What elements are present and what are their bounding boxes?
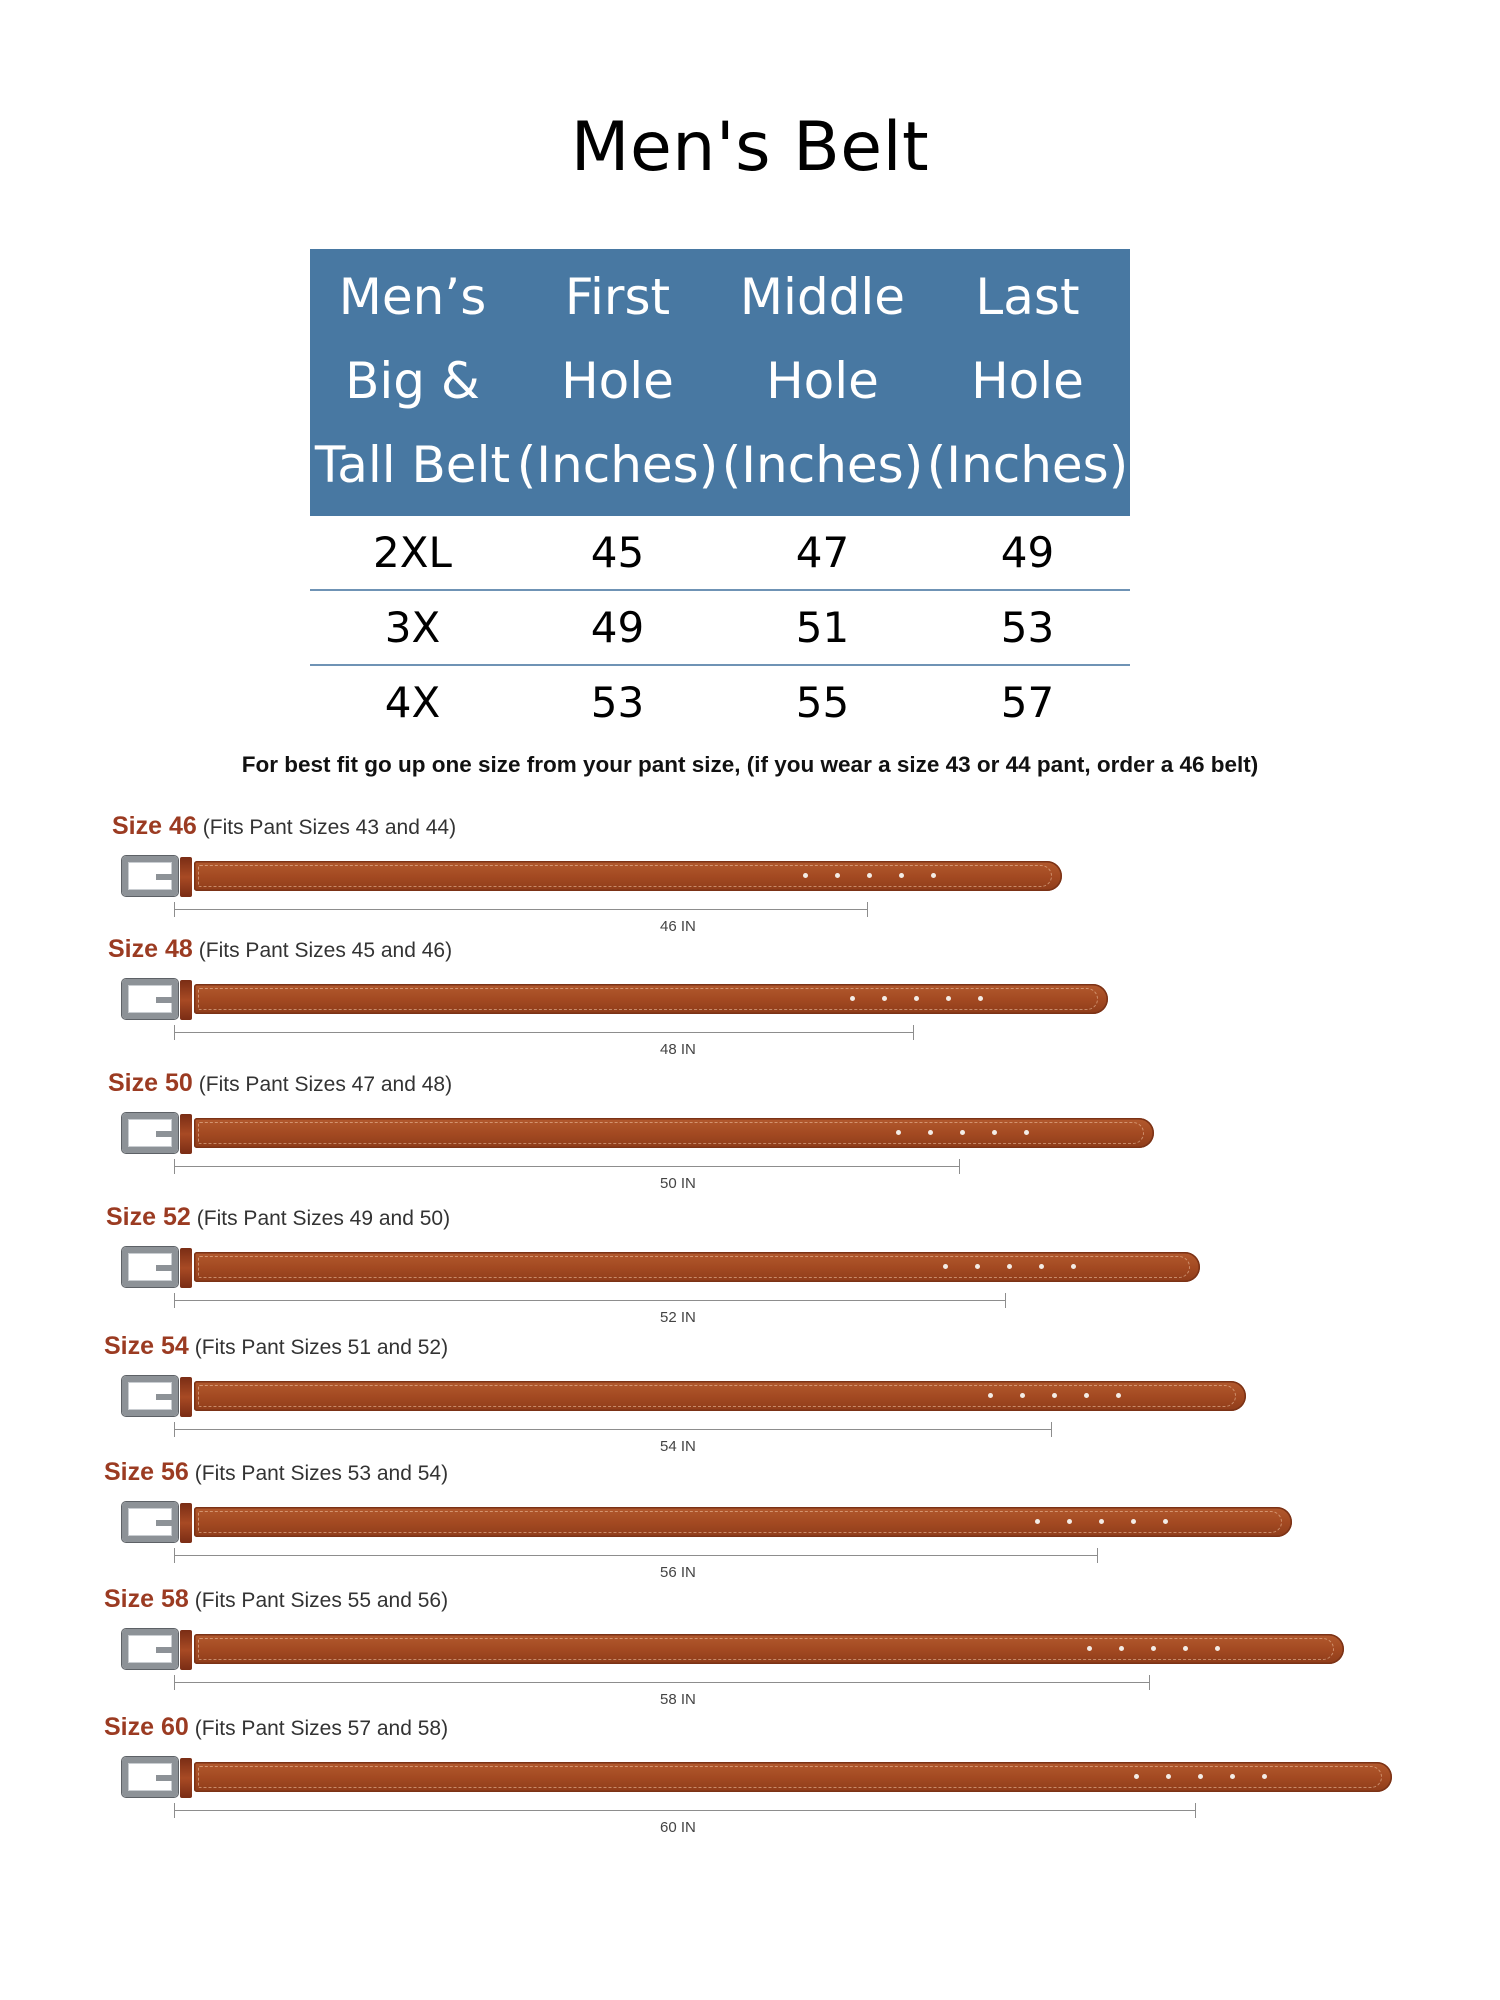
header-first-hole: First Hole (Inches) — [515, 249, 720, 515]
belt-caption — [106, 1203, 450, 1232]
belt-size-item — [0, 1458, 1500, 1586]
belt-hole — [899, 873, 904, 878]
header-size: Men’s Big & Tall Belt — [310, 249, 515, 515]
header-middle-hole: Middle Hole (Inches) — [720, 249, 925, 515]
belt-caption — [104, 1458, 448, 1487]
belt-buckle-icon — [122, 856, 178, 896]
belt-hole — [1071, 1264, 1076, 1269]
measurement-label: 56 IN — [660, 1564, 696, 1581]
belt-strap — [194, 1118, 1154, 1148]
belt-keeper — [180, 857, 192, 897]
belt-caption — [108, 935, 452, 964]
belt-hole — [1067, 1519, 1072, 1524]
belt-strap — [194, 1634, 1344, 1664]
belt-hole — [946, 996, 951, 1001]
measurement-label: 60 IN — [660, 1819, 696, 1836]
table-cell: 2XL — [310, 515, 515, 591]
measurement-label: 46 IN — [660, 918, 696, 935]
measurement-line — [174, 1032, 914, 1033]
measurement-line — [174, 1429, 1052, 1430]
belt-hole — [1215, 1646, 1220, 1651]
belt-hole — [914, 996, 919, 1001]
table-cell: 45 — [515, 515, 720, 591]
belt-keeper — [180, 980, 192, 1020]
measurement-line — [174, 1300, 1006, 1301]
belt-size-label: Size 58 — [104, 1585, 189, 1613]
belt-fits-label: (Fits Pant Sizes 47 and 48) — [198, 1073, 453, 1096]
table-cell: 49 — [925, 515, 1130, 591]
belt-size-label: Size 56 — [104, 1458, 189, 1486]
table-header-row — [310, 249, 1130, 515]
belt-hole — [1116, 1393, 1121, 1398]
belt-hole — [978, 996, 983, 1001]
belt-size-item — [0, 1203, 1500, 1331]
belt-caption — [112, 812, 456, 841]
belt-size-item — [0, 1585, 1500, 1713]
fit-note: For best fit go up one size from your pant size, (if you wear a size 43 or 44 pant, order a 46 belt) — [241, 752, 1259, 777]
belt-hole — [1024, 1130, 1029, 1135]
belt-size-item — [0, 1713, 1500, 1841]
belt-strap — [194, 1762, 1392, 1792]
belt-hole — [960, 1130, 965, 1135]
measurement-label: 58 IN — [660, 1691, 696, 1708]
belt-fits-label: (Fits Pant Sizes 55 and 56) — [194, 1589, 449, 1612]
belt-hole — [803, 873, 808, 878]
belt-hole — [1163, 1519, 1168, 1524]
table-cell: 51 — [720, 590, 925, 665]
belt-hole — [1020, 1393, 1025, 1398]
table-cell: 57 — [925, 665, 1130, 739]
measurement-line — [174, 1682, 1150, 1683]
belt-hole — [943, 1264, 948, 1269]
belt-buckle-icon — [122, 979, 178, 1019]
measurement-line — [174, 1810, 1196, 1811]
belt-fits-label: (Fits Pant Sizes 43 and 44) — [202, 816, 457, 839]
belt-fits-label: (Fits Pant Sizes 53 and 54) — [194, 1462, 449, 1485]
belt-hole — [1131, 1519, 1136, 1524]
table-cell: 47 — [720, 515, 925, 591]
belt-hole — [1230, 1774, 1235, 1779]
measurement-label: 54 IN — [660, 1438, 696, 1455]
belt-size-label: Size 46 — [112, 812, 197, 840]
belt-hole — [1134, 1774, 1139, 1779]
belt-fits-label: (Fits Pant Sizes 57 and 58) — [194, 1717, 449, 1740]
belt-hole — [1198, 1774, 1203, 1779]
belt-size-label: Size 48 — [108, 935, 193, 963]
page-title: Men's Belt — [570, 108, 930, 187]
measurement-label: 50 IN — [660, 1175, 696, 1192]
belt-fits-label: (Fits Pant Sizes 51 and 52) — [194, 1336, 449, 1359]
measurement-line — [174, 909, 868, 910]
belt-buckle-icon — [122, 1502, 178, 1542]
belt-hole — [850, 996, 855, 1001]
belt-hole — [867, 873, 872, 878]
belt-keeper — [180, 1503, 192, 1543]
belt-hole — [1052, 1393, 1057, 1398]
belt-size-label: Size 50 — [108, 1069, 193, 1097]
belt-size-item — [0, 1332, 1500, 1460]
belt-caption — [104, 1713, 448, 1742]
table-cell: 3X — [310, 590, 515, 665]
belt-hole — [992, 1130, 997, 1135]
belt-caption — [104, 1585, 448, 1614]
belt-hole — [1039, 1264, 1044, 1269]
belt-caption — [104, 1332, 448, 1361]
belt-hole — [1183, 1646, 1188, 1651]
belt-size-item — [0, 1069, 1500, 1197]
belt-hole — [1166, 1774, 1171, 1779]
belt-strap — [194, 1381, 1246, 1411]
belt-hole — [835, 873, 840, 878]
belt-hole — [1119, 1646, 1124, 1651]
belt-caption — [108, 1069, 452, 1098]
belt-keeper — [180, 1630, 192, 1670]
header-last-hole: Last Hole (Inches) — [925, 249, 1130, 515]
table-cell: 49 — [515, 590, 720, 665]
belt-keeper — [180, 1377, 192, 1417]
belt-buckle-icon — [122, 1757, 178, 1797]
belt-hole — [931, 873, 936, 878]
belt-strap — [194, 984, 1108, 1014]
measurement-line — [174, 1166, 960, 1167]
belt-size-label: Size 60 — [104, 1713, 189, 1741]
belt-size-label: Size 54 — [104, 1332, 189, 1360]
table-cell: 55 — [720, 665, 925, 739]
table-cell: 53 — [515, 665, 720, 739]
belt-hole — [1151, 1646, 1156, 1651]
belt-buckle-icon — [122, 1247, 178, 1287]
table-cell: 4X — [310, 665, 515, 739]
measurement-label: 52 IN — [660, 1309, 696, 1326]
belt-size-item — [0, 935, 1500, 1063]
belt-buckle-icon — [122, 1629, 178, 1669]
belt-strap — [194, 1252, 1200, 1282]
table-cell: 53 — [925, 590, 1130, 665]
belt-size-label: Size 52 — [106, 1203, 191, 1231]
table-row — [310, 590, 1130, 665]
belt-hole — [896, 1130, 901, 1135]
belt-hole — [988, 1393, 993, 1398]
measurement-line — [174, 1555, 1098, 1556]
table-row — [310, 515, 1130, 591]
belt-hole — [1035, 1519, 1040, 1524]
belt-hole — [1099, 1519, 1104, 1524]
belt-hole — [1087, 1646, 1092, 1651]
belt-strap — [194, 1507, 1292, 1537]
belt-keeper — [180, 1758, 192, 1798]
belt-size-item — [0, 812, 1500, 940]
belt-strap — [194, 861, 1062, 891]
belt-keeper — [180, 1114, 192, 1154]
belt-fits-label: (Fits Pant Sizes 49 and 50) — [196, 1207, 451, 1230]
measurement-label: 48 IN — [660, 1041, 696, 1058]
table-row — [310, 665, 1130, 739]
belt-buckle-icon — [122, 1113, 178, 1153]
belt-buckle-icon — [122, 1376, 178, 1416]
belt-hole — [882, 996, 887, 1001]
belt-keeper — [180, 1248, 192, 1288]
belt-hole — [1084, 1393, 1089, 1398]
belt-hole — [1007, 1264, 1012, 1269]
belt-hole — [928, 1130, 933, 1135]
belt-size-table — [310, 249, 1130, 739]
belt-fits-label: (Fits Pant Sizes 45 and 46) — [198, 939, 453, 962]
belt-hole — [975, 1264, 980, 1269]
belt-hole — [1262, 1774, 1267, 1779]
